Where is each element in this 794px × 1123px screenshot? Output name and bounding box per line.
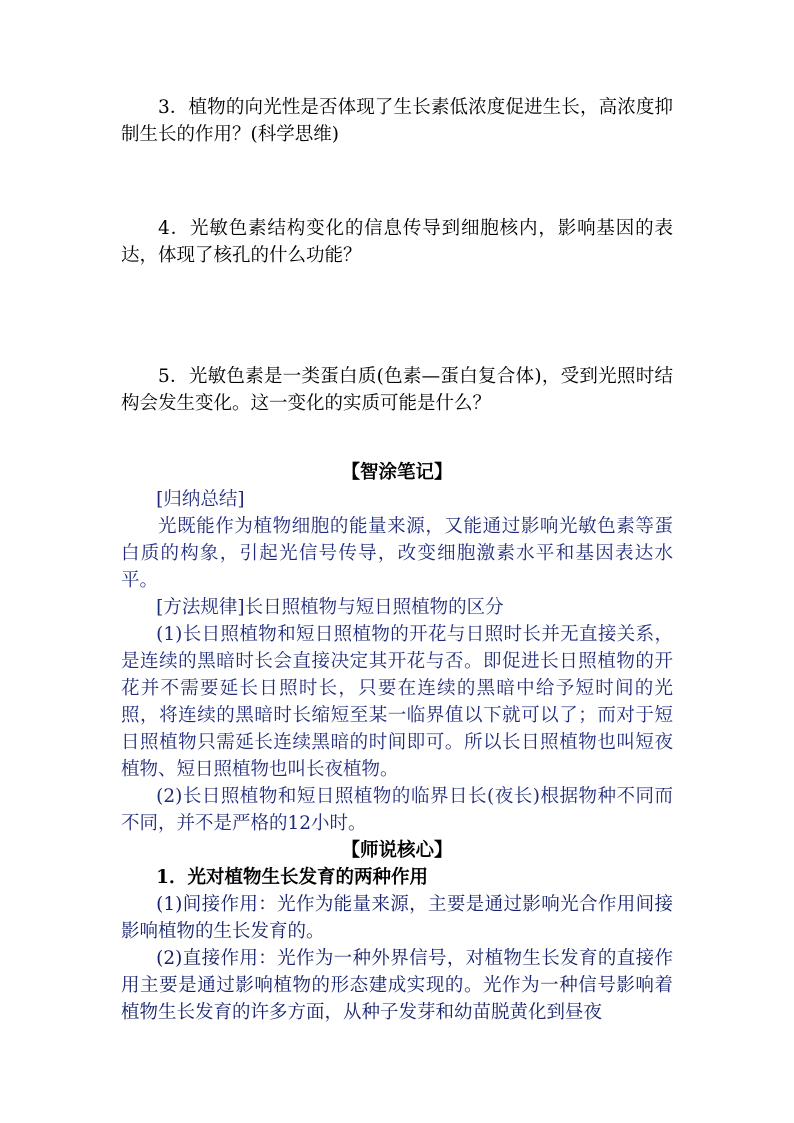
method-paragraph-2: (2)长日照植物和短日照植物的临界日长(夜长)根据物种不同而不同，并不是严格的12小时。 bbox=[121, 786, 673, 834]
question-5-text: 5．光敏色素是一类蛋白质(色素—蛋白复合体)，受到光照时结构会发生变化。这一变化的实质可能是什么？ bbox=[121, 366, 673, 414]
summary-label: [归纳总结] bbox=[156, 489, 245, 510]
notes-section bbox=[121, 459, 673, 1026]
method-paragraph-1: (1)长日照植物和短日照植物的开花与日照时长并无直接关系，是连续的黑暗时长会直接决定其开花与否。即促进长日照植物的开花并不需要延长日照时长，只要在连续的黑暗中给予短时间的光照，将连续的黑暗时长缩短至某一临界值以下就可以了；而对于短日照植物只需延长连续黑暗的时间即可。所以长日照植物也叫短夜植物、短日照植物也叫长夜植物。 bbox=[121, 624, 673, 780]
question-3-text: 3．植物的向光性是否体现了生长素低浓度促进生长，高浓度抑制生长的作用？(科学思维) bbox=[121, 97, 673, 145]
question-5 bbox=[121, 363, 673, 417]
question-4 bbox=[121, 215, 673, 269]
question-4-text: 4．光敏色素结构变化的信息传导到细胞核内，影响基因的表达，体现了核孔的什么功能？ bbox=[121, 218, 673, 266]
method-title: [方法规律]长日照植物与短日照植物的区分 bbox=[156, 597, 504, 618]
core-title-1: 1．光对植物生长发育的两种作用 bbox=[156, 867, 429, 888]
summary-text: 光既能作为植物细胞的能量来源，又能通过影响光敏色素等蛋白质的构象，引起光信号传导，改变细胞激素水平和基因表达水平。 bbox=[121, 516, 673, 591]
core-heading: 【师说核心】 bbox=[341, 840, 453, 861]
question-3 bbox=[121, 94, 673, 148]
core-paragraph-2: (2)直接作用：光作为一种外界信号，对植物生长发育的直接作用主要是通过影响植物的形态建成实现的。光作为一种信号影响着植物生长发育的许多方面，从种子发芽和幼苗脱黄化到昼夜 bbox=[121, 948, 673, 1023]
notes-heading: 【智涂笔记】 bbox=[341, 462, 453, 483]
core-paragraph-1: (1)间接作用：光作为能量来源，主要是通过影响光合作用间接影响植物的生长发育的。 bbox=[121, 894, 673, 942]
